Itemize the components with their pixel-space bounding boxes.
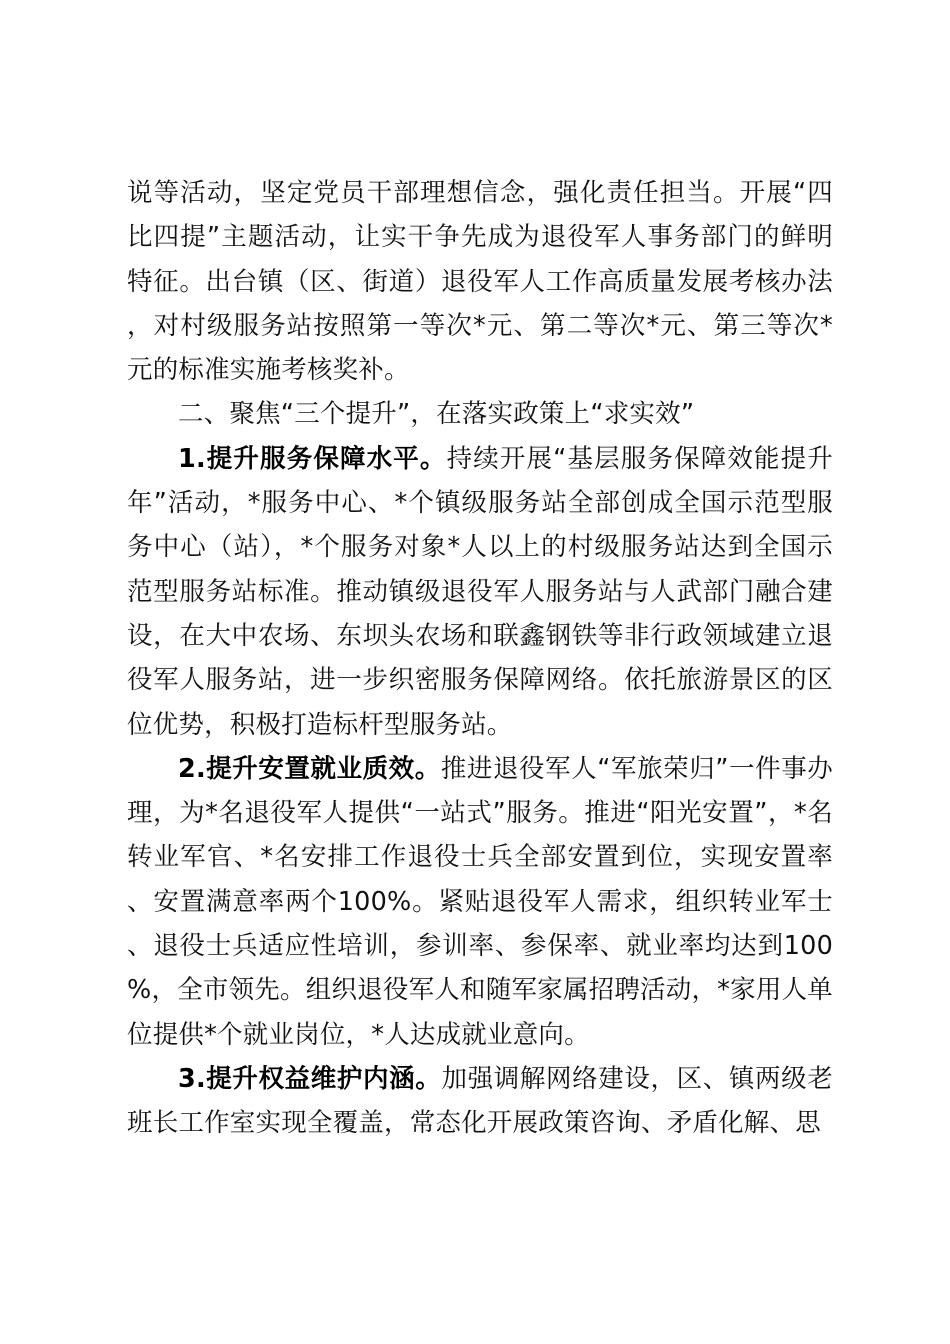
paragraph-lead: 3.提升权益维护内涵。 <box>178 1063 442 1094</box>
section-heading-text: 二、聚焦“三个提升”，在落实政策上“求实效” <box>178 399 695 430</box>
paragraph-text: 持续开展“基层服务保障效能提升年”活动，*服务中心、*个镇级服务站全部创成全国示范型服务中心（站），*个服务对象*人以上的村级服务站达到全国示范型服务站标准。推动镇级退役军人服务站与人武部门融合建设，在大中农场、东坝头农场和联鑫钢铁等非行政领域建立退役军人服务站，进一步织密服务保障网络。依托旅游景区的区位优势，积极打造标杆型服务站。 <box>127 443 833 740</box>
paragraph-employment <box>127 747 833 1057</box>
paragraph-rights-protection <box>127 1057 833 1146</box>
paragraph-text: 加强调解网络建设，区、镇两级老班长工作室实现全覆盖，常态化开展政策咨询、矛盾化解、思 <box>127 1063 833 1139</box>
paragraph-lead: 1.提升服务保障水平。 <box>178 443 447 474</box>
paragraph-lead: 2.提升安置就业质效。 <box>178 753 441 784</box>
document-body <box>127 171 833 1146</box>
paragraph-text: 说等活动，坚定党员干部理想信念，强化责任担当。开展“四比四提”主题活动，让实干争先成为退役军人事务部门的鲜明特征。出台镇（区、街道）退役军人工作高质量发展考核办法，对村级服务站按照第一等次*元、第二等次*元、第三等次*元的标准实施考核奖补。 <box>127 178 833 386</box>
paragraph-continuation <box>127 171 833 392</box>
section-heading <box>127 392 833 436</box>
paragraph-text: 推进退役军人“军旅荣归”一件事办理，为*名退役军人提供“一站式”服务。推进“阳光安置”，*名转业军官、*名安排工作退役士兵全部安置到位，实现安置率、安置满意率两个100%。紧贴退役军人需求，组织转业军士、退役士兵适应性培训，参训率、参保率、就业率均达到100%，全市领先。组织退役军人和随军家属招聘活动，*家用人单位提供*个就业岗位，*人达成就业意向。 <box>127 753 833 1050</box>
paragraph-service-guarantee <box>127 437 833 747</box>
